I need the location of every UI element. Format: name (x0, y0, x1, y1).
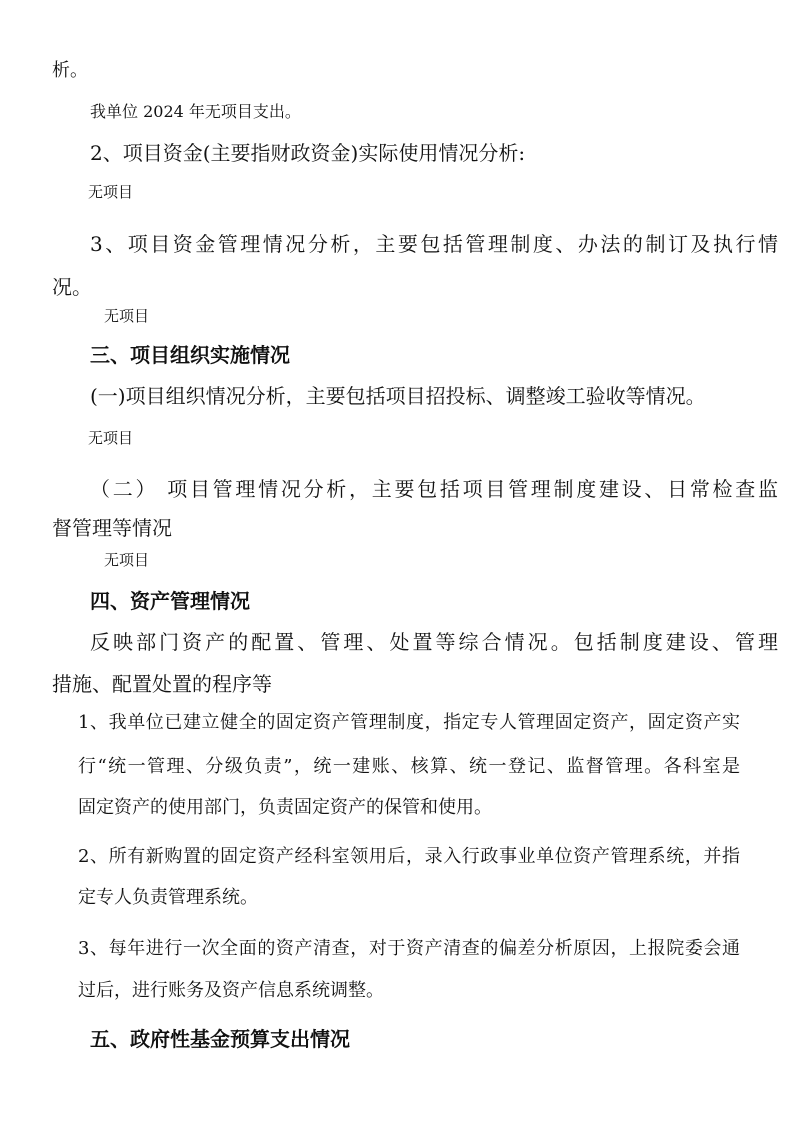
asset-rule-3-line-1: 3、每年进行一次全面的资产清查，对于资产清查的偏差分析原因，上报院委会通 (78, 938, 740, 959)
asset-rule-1-line-2: 行“统一管理、分级负责”，统一建账、核算、统一登记、监督管理。各科室是 (78, 756, 740, 777)
subsection-2-heading-line-1: （二） 项目管理情况分析，主要包括项目管理制度建设、日常检查监 (90, 477, 778, 501)
asset-rule-1-line-3: 固定资产的使用部门，负责固定资产的保管和使用。 (78, 797, 492, 818)
no-project-note-2: 无项目 (104, 307, 150, 325)
asset-management-intro-line-2: 措施、配置处置的程序等 (52, 672, 272, 696)
asset-management-intro-line-1: 反映部门资产的配置、管理、处置等综合情况。包括制度建设、管理 (90, 630, 778, 654)
no-project-note-3: 无项目 (88, 429, 134, 447)
no-project-note-1: 无项目 (88, 183, 134, 201)
asset-rule-2-line-1: 2、所有新购置的固定资产经科室领用后，录入行政事业单位资产管理系统，并指 (78, 846, 740, 867)
asset-rule-2-line-2: 定专人负责管理系统。 (78, 887, 258, 908)
subsection-2-heading-line-2: 督管理等情况 (52, 516, 172, 540)
section-item-2-heading: 2、项目资金(主要指财政资金)实际使用情况分析: (90, 141, 526, 165)
subsection-1-heading: (一)项目组织情况分析，主要包括项目招投标、调整竣工验收等情况。 (90, 384, 706, 408)
no-project-note-4: 无项目 (104, 551, 150, 569)
no-project-expense-statement: 我单位 2024 年无项目支出。 (90, 102, 301, 121)
section-heading-4: 四、资产管理情况 (90, 589, 250, 613)
paragraph-continuation-line: 析。 (52, 60, 88, 81)
asset-rule-3-line-2: 过后，进行账务及资产信息系统调整。 (78, 980, 384, 1001)
section-item-3-heading-line-1: 3、项目资金管理情况分析，主要包括管理制度、办法的制订及执行情 (90, 232, 778, 256)
section-heading-5: 五、政府性基金预算支出情况 (90, 1027, 350, 1051)
section-item-3-heading-line-2: 况。 (52, 275, 92, 299)
asset-rule-1-line-1: 1、我单位已建立健全的固定资产管理制度，指定专人管理固定资产，固定资产实 (78, 712, 740, 733)
section-heading-3: 三、项目组织实施情况 (90, 343, 290, 367)
